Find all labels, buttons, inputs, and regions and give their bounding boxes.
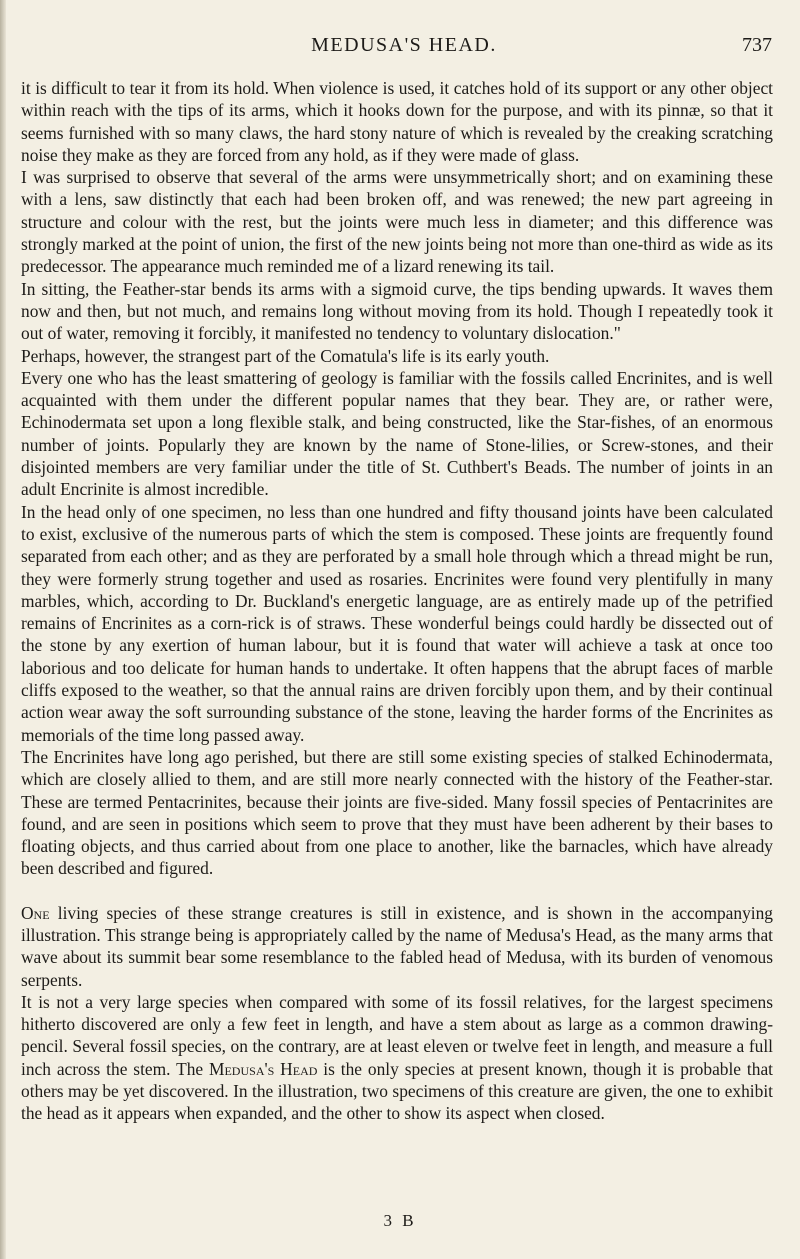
section-break: [21, 880, 773, 902]
paragraph: [21, 902, 773, 991]
paragraph-text: living species of these strange creatures is still in existence, and is shown in the accompanying illustration. This strange being is appropriately called by the name of Medusa's Head, as the many arms that wave about its summit bear some resemblance to the fabled head of Medusa, with its burden of venomous serpents.: [21, 902, 773, 990]
page-number: 737: [742, 34, 772, 56]
paragraph: it is difficult to tear it from its hold. When violence is used, it catches hold of its support or any other object within reach with the tips of its arms, which it hooks down for the purpose, and with its pinnæ, so that it seems furnished with so many claws, the hard stony nature of which is revealed by the creaking scratching noise they make as they are forced from any hold, as if they were made of glass.: [21, 78, 773, 165]
paragraph: In sitting, the Feather-star bends its arms with a sigmoid curve, the tips bending upwards. It waves them now and then, but not much, and remains long without moving from its hold. Though I repeatedly took it out of water, removing it forcibly, it manifested no tendency to voluntary dislocation.": [21, 278, 773, 344]
running-head: [36, 34, 772, 60]
paragraph-text: It is not a very large species when compared with some of its fossil relatives, for the largest specimens hitherto discovered are only a few feet in length, and have a stem about as large as a common drawing-pencil. Several fossil species, on the contrary, are at least eleven or twelve feet in length, and measure a full inch across the stem. The: [21, 991, 773, 1079]
running-title: MEDUSA'S HEAD.: [311, 34, 497, 56]
page-binding-edge: [0, 0, 6, 1259]
paragraph: The Encrinites have long ago perished, but there are still some existing species of stalked Echinodermata, which are closely allied to them, and are still more nearly connected with the history of the Feather-star. These are termed Pentacrinites, because their joints are five-sided. Many fossil species of Pentacrinites are found, and are seen in positions which seem to prove that they must have been adherent by their bases to floating objects, and thus carried about from one place to another, like the barnacles, which have already been described and figured.: [21, 746, 773, 879]
species-name: Medusa's Head: [209, 1058, 318, 1079]
paragraph: Perhaps, however, the strangest part of the Comatula's life is its early youth.: [21, 345, 550, 366]
paragraph: Every one who has the least smattering of geology is familiar with the fossils called Encrinites, and is well acquainted with them under the different popular names that they bear. They are, or rather were, Echinodermata set upon a long flexible stalk, and being constructed, like the Star-fishes, of an enormous number of joints. Popularly they are known by the name of Stone-lilies, or Screw-stones, and their disjointed members are very familiar under the title of St. Cuthbert's Beads. The number of joints in an adult Encrinite is almost incredible.: [21, 367, 773, 500]
body-text: [21, 77, 773, 1125]
signature-mark: 3 B: [383, 1211, 417, 1230]
paragraph-text: is the only species at present known, though it is probable that others may be yet discovered. In the illustration, two specimens of this creature are given, the one to exhibit the head as it appears when expanded, and the other to show its aspect when closed.: [21, 1058, 773, 1124]
paragraph: [21, 991, 773, 1125]
paragraph: I was surprised to observe that several of the arms were unsymmetrically short; and on examining these with a lens, saw distinctly that each had been broken off, and was renewed; the new part agreeing in structure and colour with the rest, but the joints were much less in diameter; and this difference was strongly marked at the point of union, the first of the new joints being not more than one-third as wide as its predecessor. The appearance much reminded me of a lizard renewing its tail.: [21, 167, 773, 277]
paragraph: In the head only of one specimen, no less than one hundred and fifty thousand joints have been calculated to exist, exclusive of the numerous parts of which the stem is composed. These joints are frequently found separated from each other; and as they are perforated by a small hole through which a thread might be run, they were formerly strung together and used as rosaries. Encrinites were found very plentifully in many marbles, which, according to Dr. Buckland's energetic language, are as entirely made up of the petrified remains of Encrinites as a corn-rick is of straws. These wonderful beings could hardly be dissected out of the stone by any exertion of human labour, but it is found that water will achieve a task at once too laborious and too delicate for human hands to undertake. It often happens that the abrupt faces of marble cliffs exposed to the weather, so that the annual rains are driven forcibly upon them, and by their continual action wear away the soft surrounding substance of the stone, leaving the harder forms of the Encrinites as memorials of the time long passed away.: [21, 501, 773, 745]
drop-word: One: [21, 902, 50, 923]
